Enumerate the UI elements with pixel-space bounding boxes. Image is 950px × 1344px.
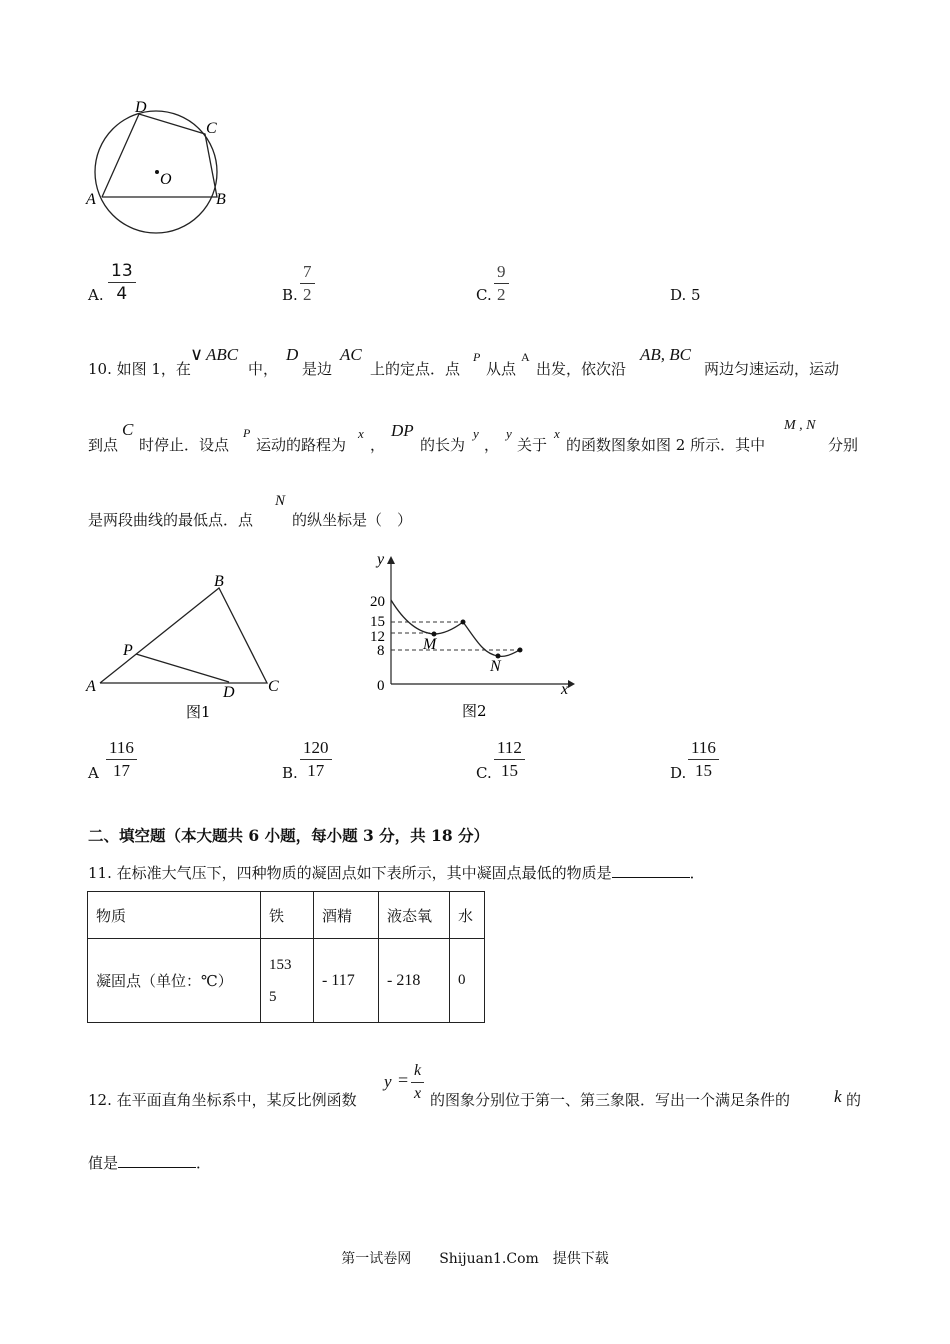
label-D: D [223, 684, 235, 701]
point-N: N [490, 658, 501, 675]
q10-option-a-fraction: $\frac{116}{17}$ [106, 737, 137, 782]
q9-option-a-fraction: $\frac{13}{4}$ [108, 260, 136, 305]
label-A: A [86, 191, 96, 208]
axis-x-label: x [561, 681, 569, 698]
q12-line-2: 值是 ． [88, 1154, 212, 1172]
q9-option-c-fraction: $\frac{9}{2}$ [494, 261, 509, 306]
label-P: P [123, 642, 133, 659]
q10-option-c-fraction: $\frac{112}{15}$ [494, 737, 525, 782]
freezing-point-table [87, 891, 485, 1023]
tick-20: 20 [370, 594, 385, 610]
figure-1-caption: 图1 [186, 703, 211, 721]
q9-option-b-label: B. [282, 286, 298, 304]
circle-figure [80, 95, 240, 240]
q9-option-b-fraction: $\frac{7}{2}$ [300, 261, 315, 306]
q10-option-a-label: A [88, 764, 99, 782]
q10-option-b-label: B. [282, 764, 298, 782]
label-B: B [216, 191, 226, 208]
table-header-cell: 水 [450, 892, 485, 939]
point-M: M [423, 636, 437, 653]
section-2-heading: 二、填空题（本大题共 6 小题，每小题 3 分，共 18 分） [88, 826, 490, 845]
q9-option-d: D. 5 [670, 286, 701, 304]
q9-option-a-label: A. [88, 286, 104, 304]
label-A: A [86, 678, 96, 695]
q10-option-b-fraction: $\frac{120}{17}$ [300, 737, 332, 782]
tick-12: 12 [370, 629, 385, 645]
tick-0: 0 [377, 678, 385, 694]
q11-text: 11. 在标准大气压下，四种物质的凝固点如下表所示，其中凝固点最低的物质是 ． [88, 864, 705, 882]
table-cell-alcohol: - 117 [314, 939, 379, 1023]
q12-eq-y: y [384, 1072, 392, 1091]
table-row [88, 939, 485, 1023]
figure-1-triangle [80, 565, 300, 725]
q10-option-c-label: C. [476, 764, 492, 782]
label-C: C [206, 120, 217, 137]
table-header-cell: 物质 [88, 892, 261, 939]
table-header-row [88, 892, 485, 939]
tick-15: 15 [370, 614, 385, 630]
axis-y-label: y [377, 551, 385, 568]
q12-answer-blank[interactable] [118, 1153, 196, 1168]
label-B: B [214, 573, 224, 590]
q12-eq-fraction: $\frac{k}{x}$ [411, 1060, 424, 1105]
q10-option-d-label: D. [670, 764, 687, 782]
table-cell-iron: 153 5 [261, 939, 314, 1023]
label-O: O [160, 171, 172, 188]
q10-option-d-fraction: $\frac{116}{15}$ [688, 737, 719, 782]
table-cell-oxygen: - 218 [379, 939, 450, 1023]
table-header-cell: 铁 [261, 892, 314, 939]
table-header-cell: 酒精 [314, 892, 379, 939]
q12-eq-equals: = [398, 1070, 409, 1090]
figure-2-caption: 图2 [462, 702, 487, 720]
label-D: D [135, 99, 147, 116]
footer: 第一试卷网 Shijuan1.Com 提供下载 [341, 1251, 609, 1267]
q9-option-c-label: C. [476, 286, 492, 304]
figure-2-graph [365, 548, 595, 728]
table-header-cell: 液态氧 [379, 892, 450, 939]
table-row-label: 凝固点（单位：℃） [88, 939, 261, 1023]
table-cell-water: 0 [450, 939, 485, 1023]
tick-8: 8 [377, 643, 385, 659]
q11-answer-blank[interactable] [612, 863, 690, 878]
label-C: C [268, 678, 279, 695]
